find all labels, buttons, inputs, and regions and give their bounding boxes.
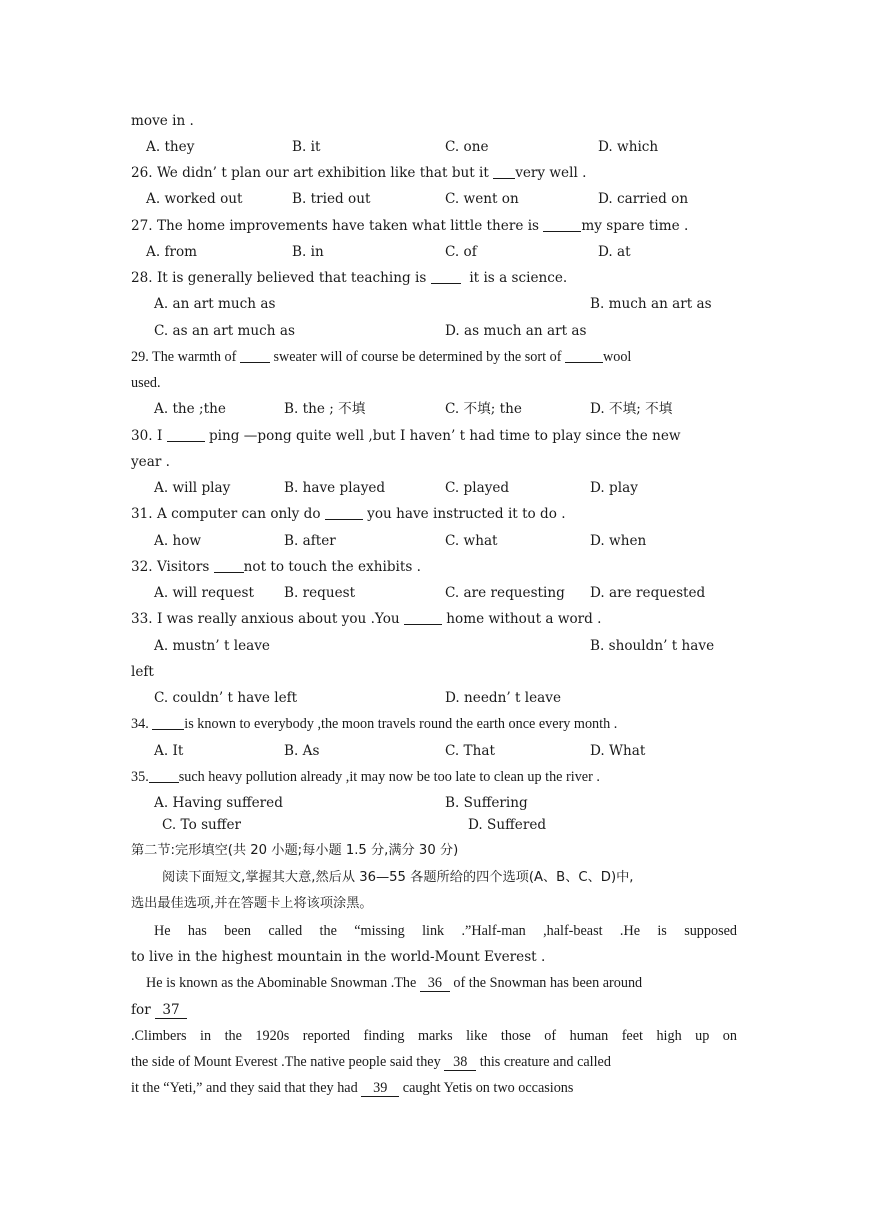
q27-stem-part2: my spare time .	[581, 218, 689, 234]
q30-stem-cont	[131, 453, 737, 471]
passage-p3-l3-part2: caught Yetis on two occasions	[399, 1080, 574, 1096]
q32-stem-part2: not to touch the exhibits .	[243, 559, 421, 575]
q25-tail-text: move in .	[131, 113, 194, 129]
q34-stem-part2: is known to everybody ,the moon travels round the earth once every month .	[184, 716, 618, 732]
q33-blank	[404, 610, 442, 625]
q29-stem-part3: wool	[602, 349, 632, 365]
q27-option-d: D. at	[598, 244, 631, 260]
q28-option-c: C. as an art much as	[154, 323, 295, 339]
q29-stem-cont	[131, 374, 737, 392]
q33-option-a: A. mustn’ t leave	[154, 638, 270, 654]
q25-option-c: C. one	[445, 139, 489, 155]
q32-blank	[214, 558, 244, 573]
cloze-blank-36: 36	[420, 976, 450, 992]
q28-blank	[431, 269, 461, 284]
q32-option-d: D. are requested	[590, 585, 706, 601]
q29-option-d: D. 不填; 不填	[590, 401, 673, 417]
q34-blank	[152, 715, 184, 730]
q27-option-b: B. in	[292, 244, 324, 260]
q34-option-d: D. What	[590, 743, 646, 759]
q29-option-c: C. 不填; the	[445, 401, 522, 417]
passage-p1-l2-text: to live in the highest mountain in the world-Mount Everest .	[131, 949, 546, 965]
passage-p2-l2-part1: for	[131, 1002, 156, 1018]
passage-p2-line2	[131, 1001, 737, 1019]
section2-title	[131, 842, 737, 860]
q32-stem-part1: 32. Visitors	[131, 559, 214, 575]
q29-blank-2	[565, 348, 603, 363]
q31-stem-part1: 31. A computer can only do	[131, 506, 325, 522]
q33-stem-part2: home without a word .	[441, 611, 602, 627]
cloze-blank-39: 39	[361, 1081, 399, 1097]
q32-option-c: C. are requesting	[445, 585, 565, 601]
q30-stem-part1: 30. I	[131, 428, 167, 444]
q27-blank	[543, 217, 581, 232]
passage-p3-l1-text: .Climbers in the 1920s reported finding marks like those of human feet high up on	[131, 1028, 737, 1044]
q33-option-b-cont	[131, 663, 737, 681]
q26-blank	[493, 164, 515, 179]
q25-stem-tail	[131, 112, 737, 130]
q29-option-b: B. the ; 不填	[284, 401, 366, 417]
passage-p2-line1	[146, 974, 737, 992]
q30-option-d: D. play	[590, 480, 638, 496]
q33-option-b: B. shouldn’ t have	[590, 638, 715, 654]
q32-option-b: B. request	[284, 585, 356, 601]
q34-stem	[131, 715, 737, 733]
q26-stem-part2: very well .	[515, 165, 587, 181]
q33-cont-text: left	[131, 664, 154, 680]
q35-option-a: A. Having suffered	[154, 795, 283, 811]
q26-option-c: C. went on	[445, 191, 519, 207]
q29-stem	[131, 348, 737, 366]
section2-instr1-text: 阅读下面短文,掌握其大意,然后从 36—55 各题所给的四个选项(A、B、C、D)中,	[162, 870, 634, 885]
q29-stem-part1: 29. The warmth of	[131, 349, 240, 365]
passage-p2-l1-part1: He is known as the Abominable Snowman .The	[146, 975, 420, 991]
q29-cont-text: used.	[131, 375, 161, 391]
passage-p3-l2-part2: this creature and called	[476, 1054, 611, 1070]
q30-option-c: C. played	[445, 480, 510, 496]
q26-stem	[131, 164, 737, 182]
q26-option-b: B. tried out	[292, 191, 371, 207]
q33-stem-part1: 33. I was really anxious about you .You	[131, 611, 404, 627]
q30-option-b: B. have played	[284, 480, 386, 496]
q35-option-c: C. To suffer	[162, 817, 242, 833]
q33-option-d: D. needn’ t leave	[445, 690, 562, 706]
passage-p3-l3-part1: it the “Yeti,” and they said that they had	[131, 1080, 362, 1096]
q35-stem-part2: such heavy pollution already ,it may now be too late to clean up the river .	[178, 769, 600, 785]
q34-option-a: A. It	[154, 743, 184, 759]
q28-stem-part1: 28. It is generally believed that teaching is	[131, 270, 431, 286]
q31-option-c: C. what	[445, 533, 498, 549]
q26-option-d: D. carried on	[598, 191, 689, 207]
q35-stem-part1: 35.	[131, 769, 149, 785]
q30-stem-part2: ping —pong quite well ,but I haven’ t had time to play since the new	[204, 428, 681, 444]
q32-stem	[131, 558, 737, 576]
passage-p3-line1	[131, 1027, 737, 1045]
passage-p1-line1	[154, 922, 737, 940]
q25-option-d: D. which	[598, 139, 659, 155]
q29-option-a: A. the ;the	[154, 401, 226, 417]
q35-stem	[131, 768, 737, 786]
q31-blank	[325, 505, 363, 520]
passage-p3-l2-part1: the side of Mount Everest .The native people said they	[131, 1054, 445, 1070]
q25-option-b: B. it	[292, 139, 321, 155]
q28-option-a: A. an art much as	[154, 296, 276, 312]
q26-stem-part1: 26. We didn’ t plan our art exhibition like that but it	[131, 165, 494, 181]
q31-stem-part2: you have instructed it to do .	[362, 506, 566, 522]
q31-option-a: A. how	[154, 533, 202, 549]
q30-blank	[167, 427, 205, 442]
cloze-blank-37: 37	[155, 1003, 187, 1019]
q31-stem	[131, 505, 737, 523]
q25-option-a: A. they	[146, 139, 195, 155]
cloze-blank-38: 38	[444, 1055, 476, 1071]
section2-instruction-line2	[131, 895, 737, 913]
q28-stem	[131, 269, 737, 287]
section2-title-text: 第二节:完形填空(共 20 小题;每小题 1.5 分,满分 30 分)	[131, 843, 459, 858]
q31-option-b: B. after	[284, 533, 336, 549]
passage-p2-l1-part2: of the Snowman has been around	[449, 975, 643, 991]
q34-stem-part1: 34.	[131, 716, 153, 732]
passage-p3-line2	[131, 1053, 737, 1071]
q35-option-b: B. Suffering	[445, 795, 528, 811]
q33-option-c: C. couldn’ t have left	[154, 690, 298, 706]
q30-cont-text: year .	[131, 454, 170, 470]
section2-instruction-line1	[162, 869, 737, 887]
q28-option-d: D. as much an art as	[445, 323, 587, 339]
q29-stem-part2: sweater will of course be determined by the sort of	[269, 349, 565, 365]
passage-p1-l1-text: He has been called the “missing link .”Half-man ,half-beast .He is supposed	[154, 923, 737, 939]
section2-instr2-text: 选出最佳选项,并在答题卡上将该项涂黑。	[131, 896, 373, 911]
q32-option-a: A. will request	[154, 585, 254, 601]
q35-option-d: D. Suffered	[468, 817, 547, 833]
q34-option-c: C. That	[445, 743, 495, 759]
passage-p1-line2	[131, 948, 737, 966]
q30-option-a: A. will play	[154, 480, 231, 496]
q31-option-d: D. when	[590, 533, 647, 549]
q27-stem-part1: 27. The home improvements have taken what little there is	[131, 218, 544, 234]
q34-option-b: B. As	[284, 743, 320, 759]
q28-option-b: B. much an art as	[590, 296, 712, 312]
q33-stem	[131, 610, 737, 628]
passage-p3-line3	[131, 1079, 737, 1097]
q26-option-a: A. worked out	[146, 191, 243, 207]
q27-stem	[131, 217, 737, 235]
q30-stem	[131, 427, 737, 445]
q27-option-c: C. of	[445, 244, 477, 260]
q27-option-a: A. from	[146, 244, 198, 260]
q28-stem-part2: it is a science.	[460, 270, 568, 286]
q35-blank	[149, 768, 179, 783]
q29-blank-1	[240, 348, 270, 363]
